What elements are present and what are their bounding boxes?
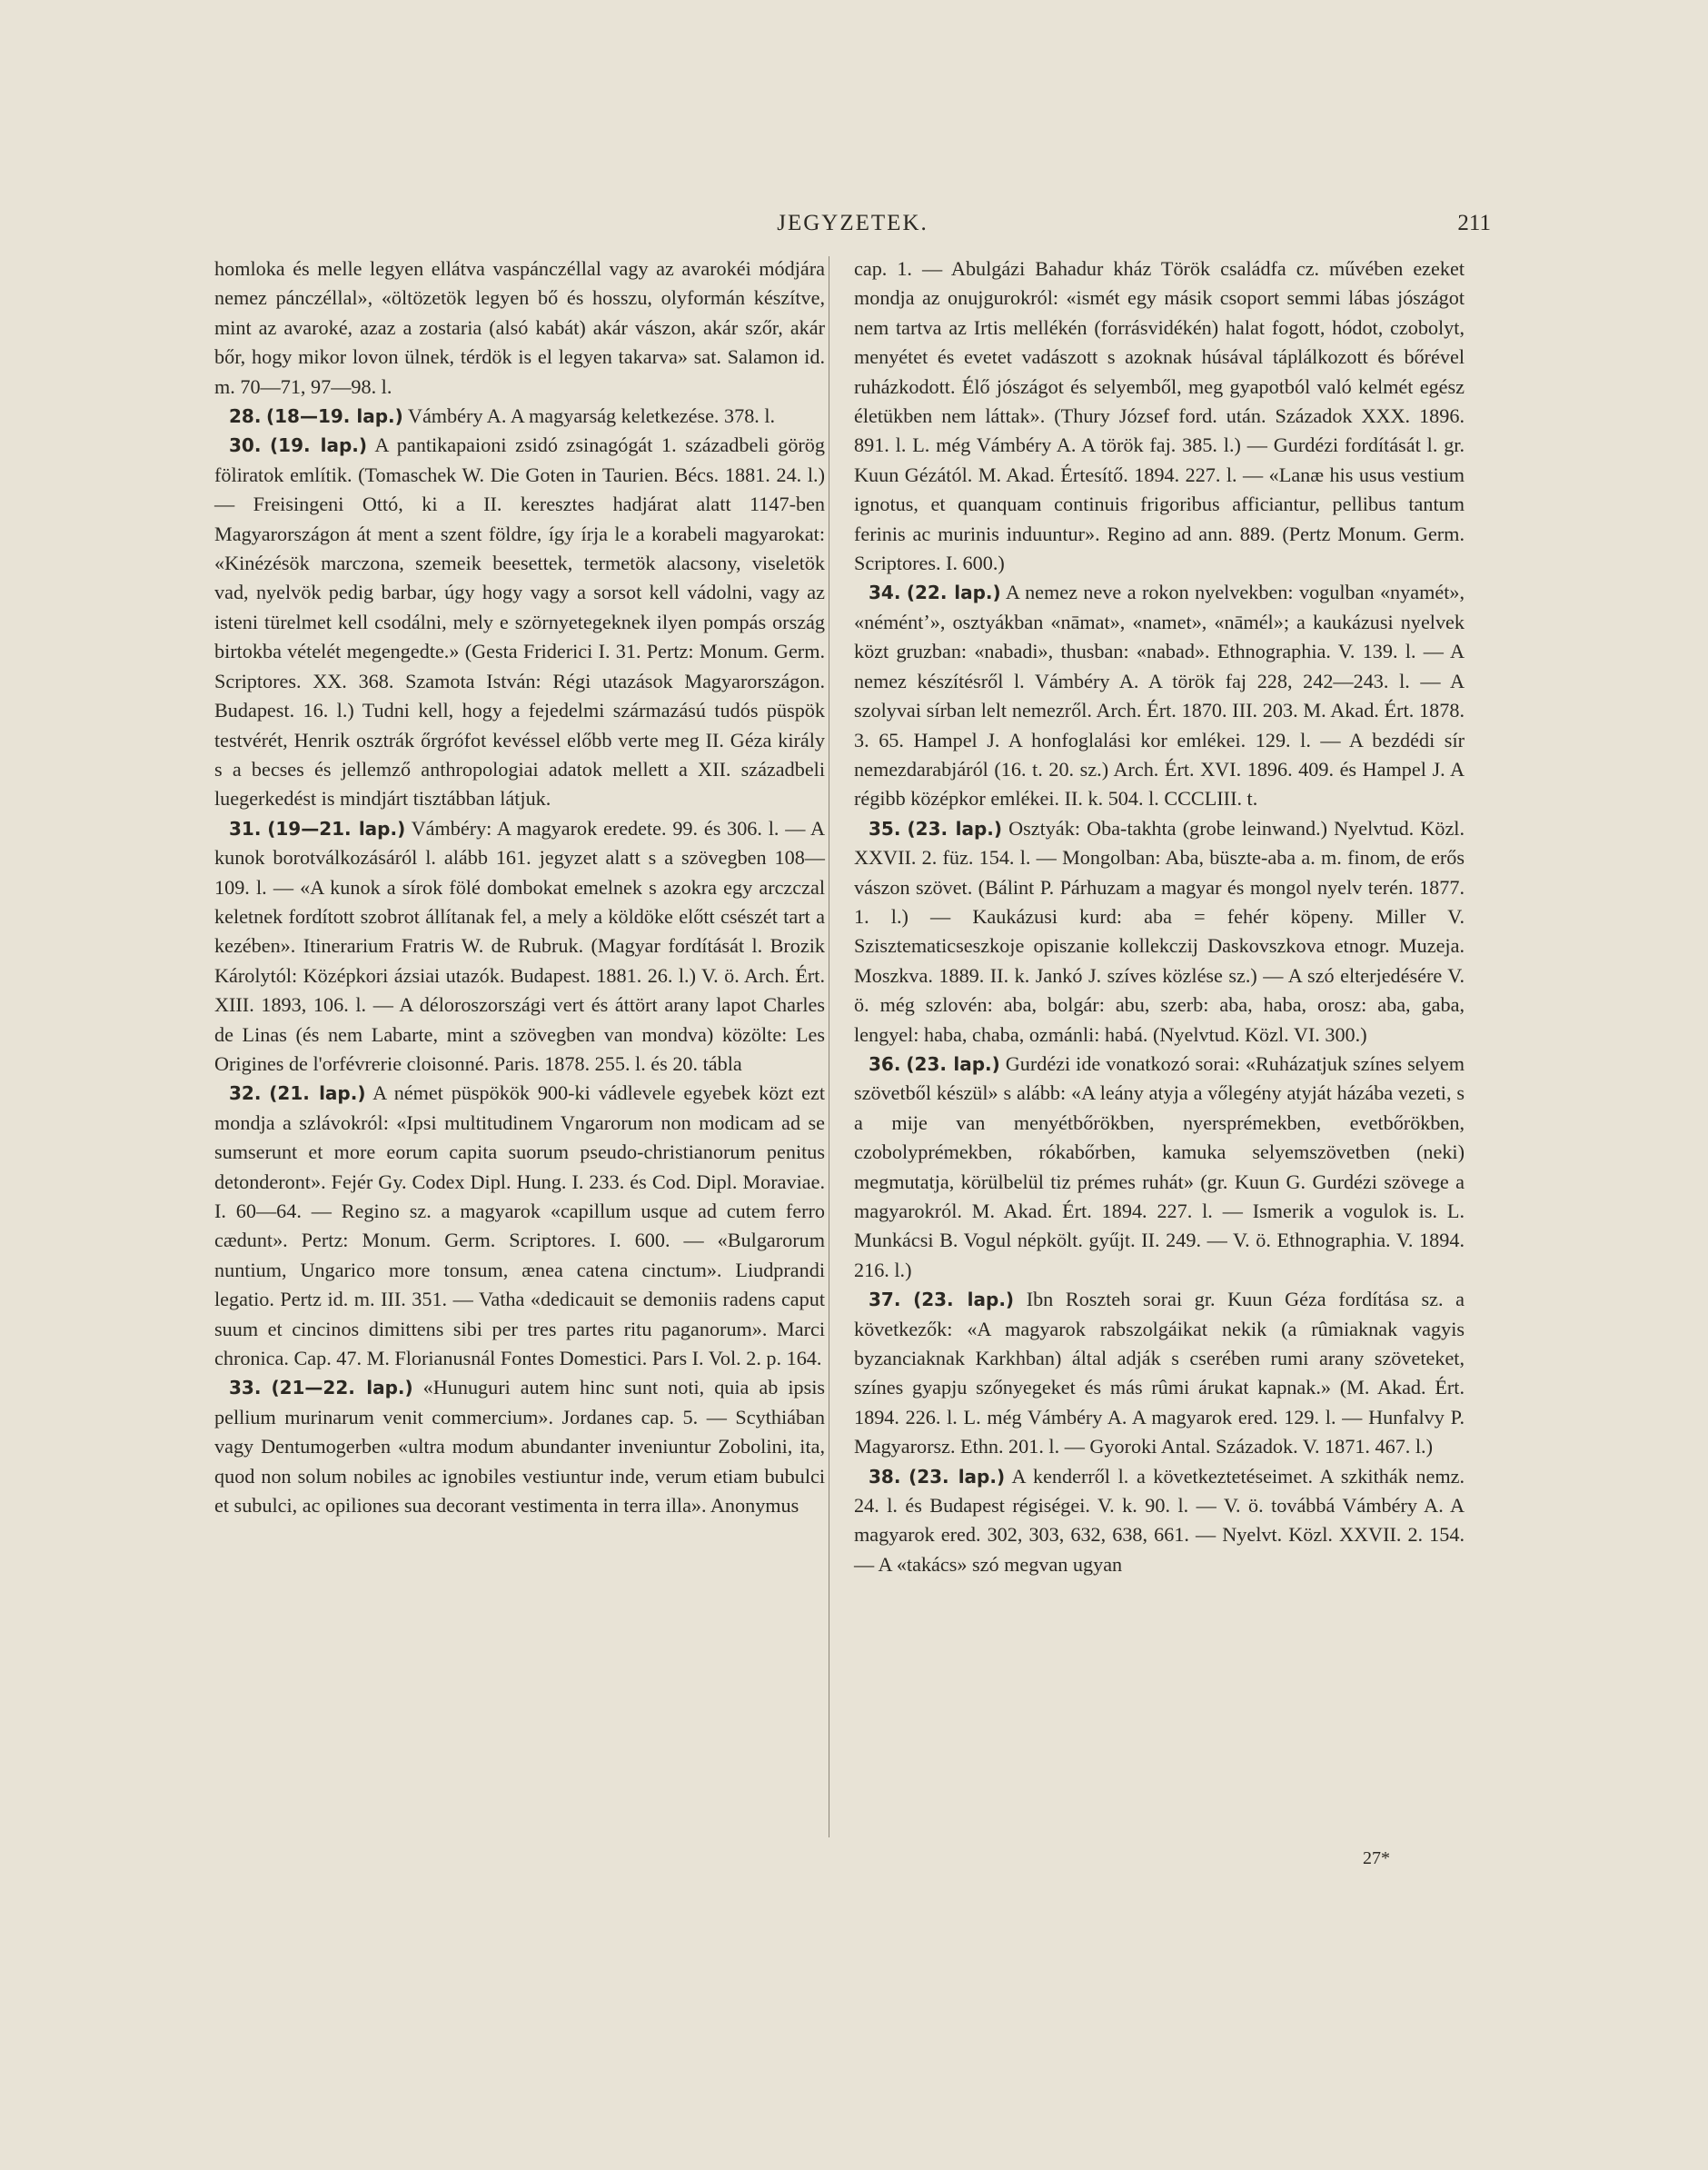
footnote-number: 34.: [869, 582, 901, 604]
footnote: [214, 1373, 825, 1520]
footnote-number: 37.: [869, 1289, 901, 1311]
footnote-page-ref: (21—22. lap.): [271, 1377, 413, 1399]
left-column: [214, 254, 825, 1520]
footnote-number: 31.: [229, 817, 262, 840]
footnote-text: A kenderről l. a következtetéseimet. A szkithák nemz. 24. l. és Budapest régiségei. V. k. 90. l. — V. ö. továbbá Vámbéry A. A magyarok ered. 302, 303, 632, 638, 661. — Nyelvt. Közl. XXVII. 2. 154. — A «takács» szó megvan ugyan: [854, 1464, 1465, 1576]
footnote-text: Vámbéry A. A magyarság keletkezése. 378. l.: [407, 404, 776, 428]
footnote: [854, 578, 1465, 813]
footnote-number: 30.: [229, 434, 262, 457]
footnote-continuation: [854, 254, 1465, 578]
footnote-number: 32.: [229, 1082, 262, 1105]
footnote-text: Gurdézi ide vonatkozó sorai: «Ruházatjuk színes selyem szövetből készül» s alább: «A leány atyja a vőlegény atyját házába vezeti, s a mije van menyétbőrökben, nyersprémekben, evetbőrökben, czobolyprémekben, rókabőrben, kamuka selyemszövetben (neki) megmutatja, körülbelül tiz prémes ruhát» (gr. Kuun G. Gurdézi szövege a magyarokról. M. Akad. Ért. 1894. 227. l. — Ismerik a vogulok is. L. Munkácsi B. Vogul népkölt. gyűjt. II. 249. — V. ö. Ethnographia. V. 1894. 216. l.): [854, 1051, 1465, 1281]
footnote-text: Ibn Roszteh sorai gr. Kuun Géza fordítása sz. a következők: «A magyarok rabszolgáikat nekik (a rûmiaknak vagyis byzanciaknak Karkhban) által adják s cserében rumi arany szöveteket, színes gyapju szőnyegeket és más rûmi árukat kapnak.» (M. Akad. Ért. 1894. 226. l. L. még Vámbéry A. A magyarok ered. 129. l. — Hunfalvy P. Magyarorsz. Ethn. 201. l. — Gyoroki Antal. Századok. V. 1871. 467. l.): [854, 1288, 1465, 1458]
footnote-page-ref: (23. lap.): [913, 1289, 1015, 1311]
footnote-page-ref: (19—21. lap.): [267, 817, 406, 840]
footnote-number: 33.: [229, 1377, 262, 1399]
page-number: 211: [1457, 211, 1491, 235]
footnote-text: A nemez neve a rokon nyelvekben: vogulban «nyamét», «néméntʼ», osztyákban «nāmat», «namet», «nāmél»; a kaukázusi nyelvek közt gruzban: «nabadi», thusban: «nabad». Ethnographia. V. 139. l. — A nemez készítésről l. Vámbéry A. A török faj 228, 242—243. l. — A szolyvai sírban lelt nemezről. Arch. Ért. 1870. III. 203. M. Akad. Ért. 1878. 3. 65. Hampel J. A honfoglalási kor emlékei. 129. l. — A bezdédi sír nemezdarabjáról (16. t. 20. sz.) Arch. Ért. XVI. 1896. 409. és Hampel J. A régibb középkor emlékei. II. k. 504. l. CCCLIII. t.: [854, 581, 1465, 811]
footnote-number: 35.: [869, 817, 901, 840]
footnote-number: 38.: [869, 1465, 901, 1488]
footnote: [854, 1285, 1465, 1461]
footnote-text: Osztyák: Oba-takhta (grobe leinwand.) Nyelvtud. Közl. XXVII. 2. füz. 154. l. — Mongolban: Aba, büszte-aba a. m. finom, de erős vászon szövet. (Bálint P. Párhuzam a magyar és mongol nyelv terén. 1877. 1. l.) — Kaukázusi kurd: aba = fehér köpeny. Miller V. Szisztematicseszkoje opiszanie kollekczij Daskovszkova etnogr. Muzeja. Moszkva. 1889. II. k. Jankó J. szíves közlése sz.) — A szó elterjedésére V. ö. még szlovén: aba, bolgár: abu, szerb: aba, haba, orosz: aba, gaba, lengyel: haba, chaba, ozmánli: habá. (Nyelvtud. Közl. VI. 300.): [854, 816, 1465, 1046]
footnote-continuation: [214, 254, 825, 402]
footnote: [854, 1050, 1465, 1285]
footnote-text: homloka és melle legyen ellátva vaspánczéllal vagy az avarokéi módjára nemez pánczéllal», «öltözetök legyen bő és hosszu, olyformán készítve, mint az avaroké, azaz a zostaria (alsó kabát) akár vászon, akár szőr, akár bőr, hogy mikor lovon ülnek, térdök is el legyen takarva» sat. Salamon id. m. 70—71, 97—98. l.: [214, 257, 825, 398]
footnote-page-ref: (23. lap.): [906, 1052, 1000, 1075]
footnote: [214, 814, 825, 1080]
running-title: JEGYZETEK.: [777, 211, 928, 235]
footnote-text: «Hunuguri autem hinc sunt noti, quia ab ipsis pellium murinarum venit commercium». Jordanes cap. 5. — Scythiában vagy Dentumogerben «ultra modum abundanter inveniuntur Zobolini, ita, quod non solum nobiles ac ignobiles vestiuntur inde, verum etiam bubulci et subulci, ac opiliones sua decorant vestimenta in terra illa». Anonymus: [214, 1376, 826, 1518]
footnote-page-ref: (19. lap.): [270, 434, 368, 457]
footnote-text: cap. 1. — Abulgázi Bahadur kház Török családfa cz. művében ezeket mondja az onujgurokról: «ismét egy másik csoport semmi lábas jószágot nem tartva az Irtis mellékén (forrásvidékén) halat fogott, hódot, czobolyt, menyétet és evetet vadászott s azoknak húsával táplálkozott és bőrével ruházkodott. Élő jószágot és selyemből, meg gyapotból való kelmét egész életükben nem láttak». (Thury József ford. után. Századok XXX. 1896. 891. l. L. még Vámbéry A. A török faj. 385. l.) — Gurdézi fordítását l. gr. Kuun Gézától. M. Akad. Értesítő. 1894. 227. l. — «Lanæ his usus vestium ignotus, et quanquam continuis frigoribus afficiantur, pellibus tantum ferinis ac murinis induuntur». Regino ad ann. 889. (Pertz Monum. Germ. Scriptores. I. 600.): [854, 257, 1465, 575]
footnote: [214, 1079, 825, 1373]
footnote-page-ref: (21. lap.): [269, 1082, 366, 1105]
footnote: [854, 1462, 1465, 1580]
footnote-text: A pantikapaioni zsidó zsinagógát 1. századbeli görög föliratok említik. (Tomaschek W. Die Goten in Taurien. Bécs. 1881. 24. l.) — Freisingeni Ottó, ki a II. keresztes hadjárat alatt 1147-ben Magyarországon át ment a szent földre, így írja le a korabeli magyarokat: «Kinézésök marczona, szemeik beesettek, termetök alacsony, viseletök vad, nyelvök pedig barbar, úgy hogy vagy a sorsot kell vádolni, vagy az isteni türelmet kell csodálni, mely e szörnyetegeknek ilyen pompás ország birtokba vételét megengedte.» (Gesta Friderici I. 31. Pertz: Monum. Germ. Scriptores. XX. 368. Szamota István: Régi utazások Magyarországon. Budapest. 16. l.) Tudni kell, hogy a fejedelmi származású tudós püspök testvérét, Henrik osztrák őrgrófot kevéssel előbb verte meg II. Géza király s a becses és jellemző anthropologiai adatok mellett a XII. századbeli luegerkedést is mindjárt tisztábban látjuk.: [214, 433, 825, 811]
footnote-page-ref: (18—19. lap.): [265, 405, 403, 428]
footnote-number: 28.: [229, 405, 262, 428]
footnote-page-ref: (23. lap.): [907, 817, 1003, 840]
footnote-page-ref: (22. lap.): [906, 582, 1001, 604]
footnote: [854, 814, 1465, 1050]
footnote-page-ref: (23. lap.): [909, 1465, 1006, 1488]
footnote: [214, 402, 825, 431]
right-column: [854, 254, 1465, 1579]
footnote-number: 36.: [869, 1052, 901, 1075]
footnote: [214, 431, 825, 813]
footnote-text: Vámbéry: A magyarok eredete. 99. és 306. l. — A kunok borotválkozásáról l. alább 161. jegyzet alatt s a szövegben 108—109. l. — «A kunok a sírok fölé dombokat emelnek s azokra egy arczczal keletnek fordított szobrot állítanak fel, a mely a köldöke előtt csészét tart a kezében». Itinerarium Fratris W. de Rubruk. (Magyar fordítását l. Brozik Károlytól: Középkori ázsiai utazók. Budapest. 1881. 26. l.) V. ö. Arch. Ért. XIII. 1893, 106. l. — A déloroszországi vert és áttört arany lapot Charles de Linas (és nem Labarte, mint a szövegben van mondva) közölte: Les Origines de l'orfévrerie cloisonné. Paris. 1878. 255. l. és 20. tábla: [214, 816, 825, 1075]
running-header: [214, 211, 1491, 247]
signature-mark: 27*: [1363, 1848, 1390, 1868]
footnote-text: A német püspökök 900-ki vádlevele egyebek közt ezt mondja a szlávokról: «Ipsi multitudinem Vngarorum non modicam ad se sumserunt et more eorum capita suorum pseudo-christianorum penitus detonderont». Fejér Gy. Codex Dipl. Hung. I. 233. és Cod. Dipl. Moraviae. I. 60—64. — Regino sz. a magyarok «capillum usque ad cutem ferro cædunt». Pertz: Monum. Germ. Scriptores. I. 600. — «Bulgarorum nuntium, Ungarico more tonsum, ænea catena cinctum». Liudprandi legatio. Pertz id. m. III. 351. — Vatha «dedicauit se demoniis radens caput suum et cincinos dimittens sibi per tres partes ritu paganorum». Marci chronica. Cap. 47. M. Florianusnál Fontes Domestici. Pars I. Vol. 2. p. 164.: [214, 1081, 825, 1370]
